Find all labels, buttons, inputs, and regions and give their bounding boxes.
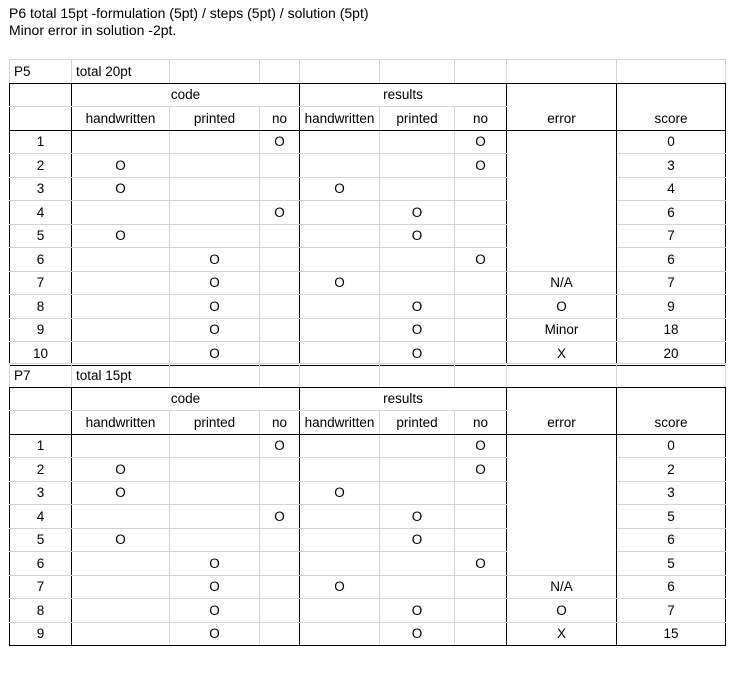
- p5-label-row: [10, 60, 726, 84]
- p5-error-cell[interactable]: Minor: [507, 318, 617, 342]
- p5-results-no-cell[interactable]: O: [455, 154, 507, 178]
- p5-error-cell[interactable]: [507, 224, 617, 248]
- p7-code-handwritten-cell[interactable]: [72, 599, 170, 623]
- p7-error-cell[interactable]: O: [507, 599, 617, 623]
- p7-code-printed-cell[interactable]: O: [170, 599, 260, 623]
- p5-score-cell[interactable]: 20: [617, 342, 726, 366]
- p7-results-no-cell[interactable]: [455, 528, 507, 552]
- p7-code-no-cell[interactable]: [260, 458, 300, 482]
- p7-results-handwritten-cell[interactable]: O: [300, 481, 380, 505]
- p5-results-no-cell[interactable]: [455, 177, 507, 201]
- p7-results-handwritten-cell[interactable]: [300, 458, 380, 482]
- table-row: [10, 481, 726, 505]
- p7-score-cell[interactable]: 6: [617, 575, 726, 599]
- p7-results-handwritten-header[interactable]: handwritten: [300, 411, 380, 435]
- p5-code-no-header[interactable]: no: [260, 107, 300, 131]
- p5-code-handwritten-header[interactable]: handwritten: [72, 107, 170, 131]
- p7-score-cell[interactable]: 15: [617, 622, 726, 646]
- p5-code-printed-cell[interactable]: O: [170, 248, 260, 272]
- p7-empty-cell[interactable]: [300, 364, 380, 388]
- p5-results-header[interactable]: results: [300, 83, 507, 107]
- p7-results-no-header[interactable]: no: [455, 411, 507, 435]
- p7-results-handwritten-cell[interactable]: O: [300, 575, 380, 599]
- p5-error-header[interactable]: error: [507, 107, 617, 131]
- p5-results-handwritten-cell[interactable]: [300, 224, 380, 248]
- p5-empty-cell[interactable]: [260, 60, 300, 84]
- scoring-note-minor-error: Minor error in solution -2pt.: [9, 22, 177, 38]
- p7-results-printed-cell[interactable]: O: [380, 528, 455, 552]
- p7-error-header[interactable]: error: [507, 411, 617, 435]
- p5-error-cell[interactable]: O: [507, 295, 617, 319]
- p7-code-printed-cell[interactable]: [170, 481, 260, 505]
- p7-empty-cell[interactable]: [10, 387, 72, 411]
- p7-results-no-cell[interactable]: O: [455, 458, 507, 482]
- p7-code-printed-cell[interactable]: [170, 528, 260, 552]
- p7-error-cell[interactable]: X: [507, 622, 617, 646]
- p7-empty-cell[interactable]: [260, 364, 300, 388]
- p7-results-handwritten-cell[interactable]: [300, 434, 380, 458]
- p5-code-printed-cell[interactable]: [170, 224, 260, 248]
- p5-code-no-cell[interactable]: O: [260, 201, 300, 225]
- p7-results-printed-cell[interactable]: [380, 481, 455, 505]
- p7-code-handwritten-cell[interactable]: O: [72, 481, 170, 505]
- table-row: [10, 505, 726, 529]
- p7-row-number[interactable]: 9: [10, 622, 72, 646]
- p7-error-cell[interactable]: [507, 505, 617, 529]
- p7-error-cell[interactable]: [507, 434, 617, 458]
- p5-results-handwritten-cell[interactable]: [300, 130, 380, 154]
- p5-empty-cell[interactable]: [170, 60, 260, 84]
- p5-results-printed-cell[interactable]: O: [380, 295, 455, 319]
- p7-results-printed-cell[interactable]: O: [380, 505, 455, 529]
- p5-error-cell[interactable]: X: [507, 342, 617, 366]
- p5-code-printed-cell[interactable]: O: [170, 271, 260, 295]
- table-row: [10, 295, 726, 319]
- p5-results-printed-header[interactable]: printed: [380, 107, 455, 131]
- p5-row-number[interactable]: 2: [10, 154, 72, 178]
- p5-results-handwritten-cell[interactable]: [300, 201, 380, 225]
- p7-code-handwritten-header[interactable]: handwritten: [72, 411, 170, 435]
- p5-code-printed-cell[interactable]: O: [170, 295, 260, 319]
- p5-results-printed-cell[interactable]: [380, 130, 455, 154]
- p7-score-cell[interactable]: 5: [617, 552, 726, 576]
- p5-code-no-cell[interactable]: O: [260, 130, 300, 154]
- p7-results-handwritten-cell[interactable]: [300, 552, 380, 576]
- p5-score-cell[interactable]: 3: [617, 154, 726, 178]
- p5-code-printed-cell[interactable]: O: [170, 318, 260, 342]
- p5-code-header[interactable]: code: [72, 83, 300, 107]
- p5-row-number[interactable]: 1: [10, 130, 72, 154]
- p5-score-header[interactable]: score: [617, 107, 726, 131]
- p5-code-printed-cell[interactable]: [170, 154, 260, 178]
- p5-results-handwritten-cell[interactable]: [300, 154, 380, 178]
- p7-error-cell[interactable]: [507, 552, 617, 576]
- p7-results-no-cell[interactable]: [455, 575, 507, 599]
- p5-code-no-cell[interactable]: [260, 177, 300, 201]
- p5-score-cell[interactable]: 4: [617, 177, 726, 201]
- p5-error-cell[interactable]: [507, 201, 617, 225]
- table-row: [10, 458, 726, 482]
- p7-code-printed-cell[interactable]: O: [170, 552, 260, 576]
- p5-score-table: [9, 59, 726, 366]
- p7-results-handwritten-cell[interactable]: [300, 528, 380, 552]
- p5-empty-cell[interactable]: [380, 60, 455, 84]
- p5-total-label[interactable]: total 20pt: [72, 60, 170, 84]
- table-row: [10, 622, 726, 646]
- p5-empty-cell[interactable]: [617, 60, 726, 84]
- p5-row-number[interactable]: 7: [10, 271, 72, 295]
- p7-code-no-cell[interactable]: [260, 575, 300, 599]
- p7-empty-cell[interactable]: [617, 364, 726, 388]
- p7-table-body: [10, 364, 726, 646]
- p7-results-no-cell[interactable]: [455, 481, 507, 505]
- p7-score-cell[interactable]: 6: [617, 528, 726, 552]
- p5-group-header-row: [10, 83, 726, 107]
- p7-empty-cell[interactable]: [380, 364, 455, 388]
- p7-score-header[interactable]: score: [617, 411, 726, 435]
- p7-column-header-row: [10, 411, 726, 435]
- table-row: [10, 575, 726, 599]
- p5-score-cell[interactable]: 7: [617, 224, 726, 248]
- p7-score-cell[interactable]: 7: [617, 599, 726, 623]
- p5-code-handwritten-cell[interactable]: [72, 295, 170, 319]
- p5-code-handwritten-cell[interactable]: O: [72, 154, 170, 178]
- p7-results-printed-header[interactable]: printed: [380, 411, 455, 435]
- p7-code-no-header[interactable]: no: [260, 411, 300, 435]
- p5-code-handwritten-cell[interactable]: [72, 318, 170, 342]
- p5-code-printed-cell[interactable]: [170, 201, 260, 225]
- p7-results-printed-cell[interactable]: O: [380, 599, 455, 623]
- p7-results-no-cell[interactable]: [455, 505, 507, 529]
- p7-error-cell[interactable]: [507, 528, 617, 552]
- p7-total-label[interactable]: total 15pt: [72, 364, 170, 388]
- p5-empty-cell[interactable]: [455, 60, 507, 84]
- p5-results-handwritten-cell[interactable]: O: [300, 271, 380, 295]
- p5-error-cell[interactable]: N/A: [507, 271, 617, 295]
- p7-problem-label[interactable]: P7: [10, 364, 72, 388]
- p5-row-number[interactable]: 8: [10, 295, 72, 319]
- p7-score-cell[interactable]: 0: [617, 434, 726, 458]
- p5-results-no-cell[interactable]: [455, 318, 507, 342]
- p7-code-no-cell[interactable]: [260, 552, 300, 576]
- table-row: [10, 342, 726, 366]
- p5-code-handwritten-cell[interactable]: [72, 271, 170, 295]
- table-row: [10, 528, 726, 552]
- p7-code-handwritten-cell[interactable]: [72, 434, 170, 458]
- p7-code-printed-header[interactable]: printed: [170, 411, 260, 435]
- p5-empty-cell[interactable]: [10, 83, 72, 107]
- p5-code-no-cell[interactable]: [260, 248, 300, 272]
- p7-code-handwritten-cell[interactable]: [72, 622, 170, 646]
- table-row: [10, 177, 726, 201]
- p7-results-handwritten-cell[interactable]: [300, 599, 380, 623]
- p5-results-printed-cell[interactable]: [380, 154, 455, 178]
- p5-error-cell[interactable]: [507, 154, 617, 178]
- p7-results-printed-cell[interactable]: [380, 434, 455, 458]
- p5-table-body: [10, 60, 726, 366]
- p7-code-handwritten-cell[interactable]: [72, 552, 170, 576]
- table-row: [10, 130, 726, 154]
- p5-results-no-cell[interactable]: O: [455, 248, 507, 272]
- p5-score-cell[interactable]: 9: [617, 295, 726, 319]
- p5-results-handwritten-cell[interactable]: O: [300, 177, 380, 201]
- p5-empty-cell[interactable]: [300, 60, 380, 84]
- p5-problem-label[interactable]: P5: [10, 60, 72, 84]
- p7-results-no-cell[interactable]: O: [455, 552, 507, 576]
- p7-error-header-top[interactable]: [507, 387, 617, 411]
- p5-row-number[interactable]: 3: [10, 177, 72, 201]
- p7-code-handwritten-cell[interactable]: [72, 575, 170, 599]
- p5-column-header-row: [10, 107, 726, 131]
- p5-results-no-cell[interactable]: [455, 201, 507, 225]
- p7-label-row: [10, 364, 726, 388]
- p5-code-handwritten-cell[interactable]: [72, 130, 170, 154]
- p7-results-handwritten-cell[interactable]: [300, 622, 380, 646]
- p5-results-handwritten-header[interactable]: handwritten: [300, 107, 380, 131]
- p7-row-number[interactable]: 7: [10, 575, 72, 599]
- p5-error-header-top[interactable]: [507, 83, 617, 107]
- p7-code-no-cell[interactable]: [260, 599, 300, 623]
- p5-code-printed-header[interactable]: printed: [170, 107, 260, 131]
- p7-results-header[interactable]: results: [300, 387, 507, 411]
- p5-results-printed-cell[interactable]: [380, 271, 455, 295]
- p5-results-printed-cell[interactable]: [380, 177, 455, 201]
- p5-code-no-cell[interactable]: [260, 295, 300, 319]
- p7-empty-cell[interactable]: [170, 364, 260, 388]
- p5-code-no-cell[interactable]: [260, 271, 300, 295]
- p5-row-number[interactable]: 5: [10, 224, 72, 248]
- p5-results-printed-cell[interactable]: O: [380, 318, 455, 342]
- p5-row-number[interactable]: 6: [10, 248, 72, 272]
- p7-row-number[interactable]: 3: [10, 481, 72, 505]
- p5-row-number[interactable]: 10: [10, 342, 72, 366]
- p7-row-number[interactable]: 6: [10, 552, 72, 576]
- p5-code-no-cell[interactable]: [260, 342, 300, 366]
- p7-code-printed-cell[interactable]: [170, 505, 260, 529]
- p5-results-handwritten-cell[interactable]: [300, 342, 380, 366]
- p7-row-number[interactable]: 2: [10, 458, 72, 482]
- p5-results-printed-cell[interactable]: [380, 248, 455, 272]
- table-row: [10, 434, 726, 458]
- p7-results-no-cell[interactable]: [455, 622, 507, 646]
- p7-code-no-cell[interactable]: [260, 622, 300, 646]
- p7-code-handwritten-cell[interactable]: O: [72, 458, 170, 482]
- p7-code-printed-cell[interactable]: O: [170, 622, 260, 646]
- p5-score-cell[interactable]: 6: [617, 248, 726, 272]
- table-row: [10, 271, 726, 295]
- table-row: [10, 318, 726, 342]
- p5-row-number[interactable]: 4: [10, 201, 72, 225]
- p5-code-no-cell[interactable]: [260, 318, 300, 342]
- table-row: [10, 552, 726, 576]
- p5-row-number[interactable]: 9: [10, 318, 72, 342]
- p5-results-handwritten-cell[interactable]: [300, 248, 380, 272]
- p7-results-no-cell[interactable]: [455, 599, 507, 623]
- p5-score-cell[interactable]: 6: [617, 201, 726, 225]
- table-row: [10, 599, 726, 623]
- p7-empty-cell[interactable]: [507, 364, 617, 388]
- p7-results-printed-cell[interactable]: O: [380, 622, 455, 646]
- p7-empty-cell[interactable]: [10, 411, 72, 435]
- table-row: [10, 201, 726, 225]
- p7-row-number[interactable]: 5: [10, 528, 72, 552]
- p5-results-no-cell[interactable]: [455, 271, 507, 295]
- table-row: [10, 248, 726, 272]
- p5-error-cell[interactable]: [507, 177, 617, 201]
- p5-score-cell[interactable]: 18: [617, 318, 726, 342]
- p7-code-no-cell[interactable]: [260, 528, 300, 552]
- p7-error-cell[interactable]: [507, 458, 617, 482]
- p5-code-handwritten-cell[interactable]: [72, 201, 170, 225]
- p5-empty-cell[interactable]: [507, 60, 617, 84]
- p7-code-no-cell[interactable]: [260, 481, 300, 505]
- p5-empty-cell[interactable]: [10, 107, 72, 131]
- p7-code-header[interactable]: code: [72, 387, 300, 411]
- p7-code-printed-cell[interactable]: [170, 458, 260, 482]
- p7-row-number[interactable]: 8: [10, 599, 72, 623]
- p5-score-cell[interactable]: 0: [617, 130, 726, 154]
- p5-score-header-top[interactable]: [617, 83, 726, 107]
- p7-code-printed-cell[interactable]: [170, 434, 260, 458]
- table-row: [10, 224, 726, 248]
- p7-code-no-cell[interactable]: O: [260, 434, 300, 458]
- p5-code-handwritten-cell[interactable]: [72, 342, 170, 366]
- p5-error-cell[interactable]: [507, 130, 617, 154]
- p7-score-cell[interactable]: 5: [617, 505, 726, 529]
- p5-results-no-cell[interactable]: O: [455, 130, 507, 154]
- p5-code-handwritten-cell[interactable]: O: [72, 224, 170, 248]
- p7-code-handwritten-cell[interactable]: [72, 505, 170, 529]
- p7-results-printed-cell[interactable]: [380, 575, 455, 599]
- p5-code-printed-cell[interactable]: [170, 130, 260, 154]
- p7-code-no-cell[interactable]: O: [260, 505, 300, 529]
- p5-code-handwritten-cell[interactable]: O: [72, 177, 170, 201]
- p5-results-no-cell[interactable]: [455, 224, 507, 248]
- p5-results-no-cell[interactable]: [455, 295, 507, 319]
- p7-score-header-top[interactable]: [617, 387, 726, 411]
- p5-results-handwritten-cell[interactable]: [300, 318, 380, 342]
- p7-code-printed-cell[interactable]: O: [170, 575, 260, 599]
- p7-score-cell[interactable]: 3: [617, 481, 726, 505]
- p7-results-printed-cell[interactable]: [380, 552, 455, 576]
- table-row: [10, 154, 726, 178]
- p5-results-handwritten-cell[interactable]: [300, 295, 380, 319]
- p7-group-header-row: [10, 387, 726, 411]
- scoring-note-p6: P6 total 15pt -formulation (5pt) / steps (5pt) / solution (5pt): [9, 5, 369, 21]
- p7-code-handwritten-cell[interactable]: O: [72, 528, 170, 552]
- p7-results-no-cell[interactable]: O: [455, 434, 507, 458]
- p5-code-handwritten-cell[interactable]: [72, 248, 170, 272]
- p5-code-printed-cell[interactable]: [170, 177, 260, 201]
- p7-results-printed-cell[interactable]: [380, 458, 455, 482]
- p7-results-handwritten-cell[interactable]: [300, 505, 380, 529]
- p5-results-printed-cell[interactable]: O: [380, 201, 455, 225]
- p7-row-number[interactable]: 4: [10, 505, 72, 529]
- p7-score-table: [9, 363, 726, 646]
- p5-error-cell[interactable]: [507, 248, 617, 272]
- p5-results-no-cell[interactable]: [455, 342, 507, 366]
- p5-results-printed-cell[interactable]: O: [380, 224, 455, 248]
- p7-error-cell[interactable]: [507, 481, 617, 505]
- p5-results-no-header[interactable]: no: [455, 107, 507, 131]
- p7-error-cell[interactable]: N/A: [507, 575, 617, 599]
- p5-results-printed-cell[interactable]: O: [380, 342, 455, 366]
- p5-code-printed-cell[interactable]: O: [170, 342, 260, 366]
- p7-row-number[interactable]: 1: [10, 434, 72, 458]
- p5-score-cell[interactable]: 7: [617, 271, 726, 295]
- p5-code-no-cell[interactable]: [260, 154, 300, 178]
- p7-score-cell[interactable]: 2: [617, 458, 726, 482]
- p7-empty-cell[interactable]: [455, 364, 507, 388]
- p5-code-no-cell[interactable]: [260, 224, 300, 248]
